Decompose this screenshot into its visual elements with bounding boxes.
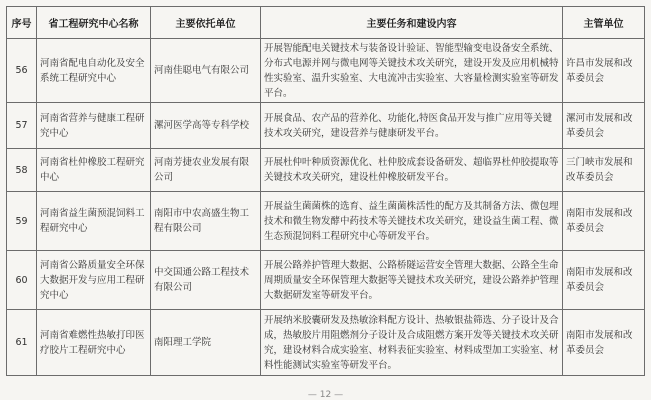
table-header-row <box>7 7 645 39</box>
authority-cell: 三门峡市发展和改革委员会 <box>563 149 645 192</box>
table-row <box>7 192 645 251</box>
tasks-cell: 开展杜仲叶种质资源优化、杜仲胶成套设备研发、超临界杜仲胶提取等关键技术攻关研究，建设杜仲橡胶研发平台。 <box>261 149 563 192</box>
center-name-cell: 河南省公路质量安全环保大数据开发与应用工程研究中心 <box>37 251 151 310</box>
header-tasks: 主要任务和建设内容 <box>261 7 563 39</box>
authority-cell: 南阳市发展和改革委员会 <box>563 310 645 376</box>
tasks-cell: 开展益生菌菌株的选育、益生菌菌株活性的配方及其制备方法、微包埋技术和微生物发酵中药技术等关键技术攻关研究，建设益生菌工程、微生态预混饲料工程研究中心等研发平台。 <box>261 192 563 251</box>
tasks-cell: 开展公路养护管理大数据、公路桥隧运营安全管理大数据、公路全生命周期质量安全环保管理大数据等关键技术攻关研究，建设公路养护管理大数据研发室等研发平台。 <box>261 251 563 310</box>
host-unit-cell: 河南佳聪电气有限公司 <box>151 39 261 103</box>
host-unit-cell: 南阳市中农高盛生物工程有限公司 <box>151 192 261 251</box>
tasks-cell: 开展智能配电关键技术与装备设计验证、智能型输变电设备安全系统、分布式电源并网与微电网等关键技术攻关研究，建设开发及应用机械特性实验室、温升实验室、大电流冲击实验室、大容量检测实验室等研发平台。 <box>261 39 563 103</box>
row-number: 59 <box>7 192 37 251</box>
tasks-cell: 开展食品、农产品的营养化、功能化,特医食品开发与推广应用等关键技术攻关研究，建设营养与健康研发平台。 <box>261 103 563 149</box>
page-number: — 12 — <box>307 390 344 400</box>
center-name-cell: 河南省营养与健康工程研究中心 <box>37 103 151 149</box>
center-name-cell: 河南省益生菌预混饲料工程研究中心 <box>37 192 151 251</box>
row-number: 56 <box>7 39 37 103</box>
authority-cell: 漯河市发展和改革委员会 <box>563 103 645 149</box>
row-number: 57 <box>7 103 37 149</box>
header-center-name: 省工程研究中心名称 <box>37 7 151 39</box>
host-unit-cell: 漯河医学高等专科学校 <box>151 103 261 149</box>
authority-cell: 许昌市发展和改革委员会 <box>563 39 645 103</box>
table-row <box>7 149 645 192</box>
center-name-cell: 河南省难燃性热敏打印医疗胶片工程研究中心 <box>37 310 151 376</box>
header-authority: 主管单位 <box>563 7 645 39</box>
row-number: 61 <box>7 310 37 376</box>
host-unit-cell: 中交国通公路工程技术有限公司 <box>151 251 261 310</box>
authority-cell: 南阳市发展和改革委员会 <box>563 192 645 251</box>
center-name-cell: 河南省杜仲橡胶工程研究中心 <box>37 149 151 192</box>
row-number: 60 <box>7 251 37 310</box>
table-row <box>7 103 645 149</box>
row-number: 58 <box>7 149 37 192</box>
authority-cell: 南阳市发展和改革委员会 <box>563 251 645 310</box>
header-no: 序号 <box>7 7 37 39</box>
tasks-cell: 开展纳米胶囊研发及热敏涂料配方设计、热敏银盐筛选、分子设计及合成，热敏胶片用阻燃剂分子设计及合成阻燃方案开发等关键技术攻关研究，建设材料合成实验室、材料表征实验室、材料成型加工实验室、材料性能测试实验室等研发平台。 <box>261 310 563 376</box>
engineering-center-table <box>6 6 645 376</box>
host-unit-cell: 南阳理工学院 <box>151 310 261 376</box>
host-unit-cell: 河南芳捷农业发展有限公司 <box>151 149 261 192</box>
table-row <box>7 39 645 103</box>
center-name-cell: 河南省配电自动化及安全系统工程研究中心 <box>37 39 151 103</box>
table-row <box>7 310 645 376</box>
table-row <box>7 251 645 310</box>
header-host-unit: 主要依托单位 <box>151 7 261 39</box>
